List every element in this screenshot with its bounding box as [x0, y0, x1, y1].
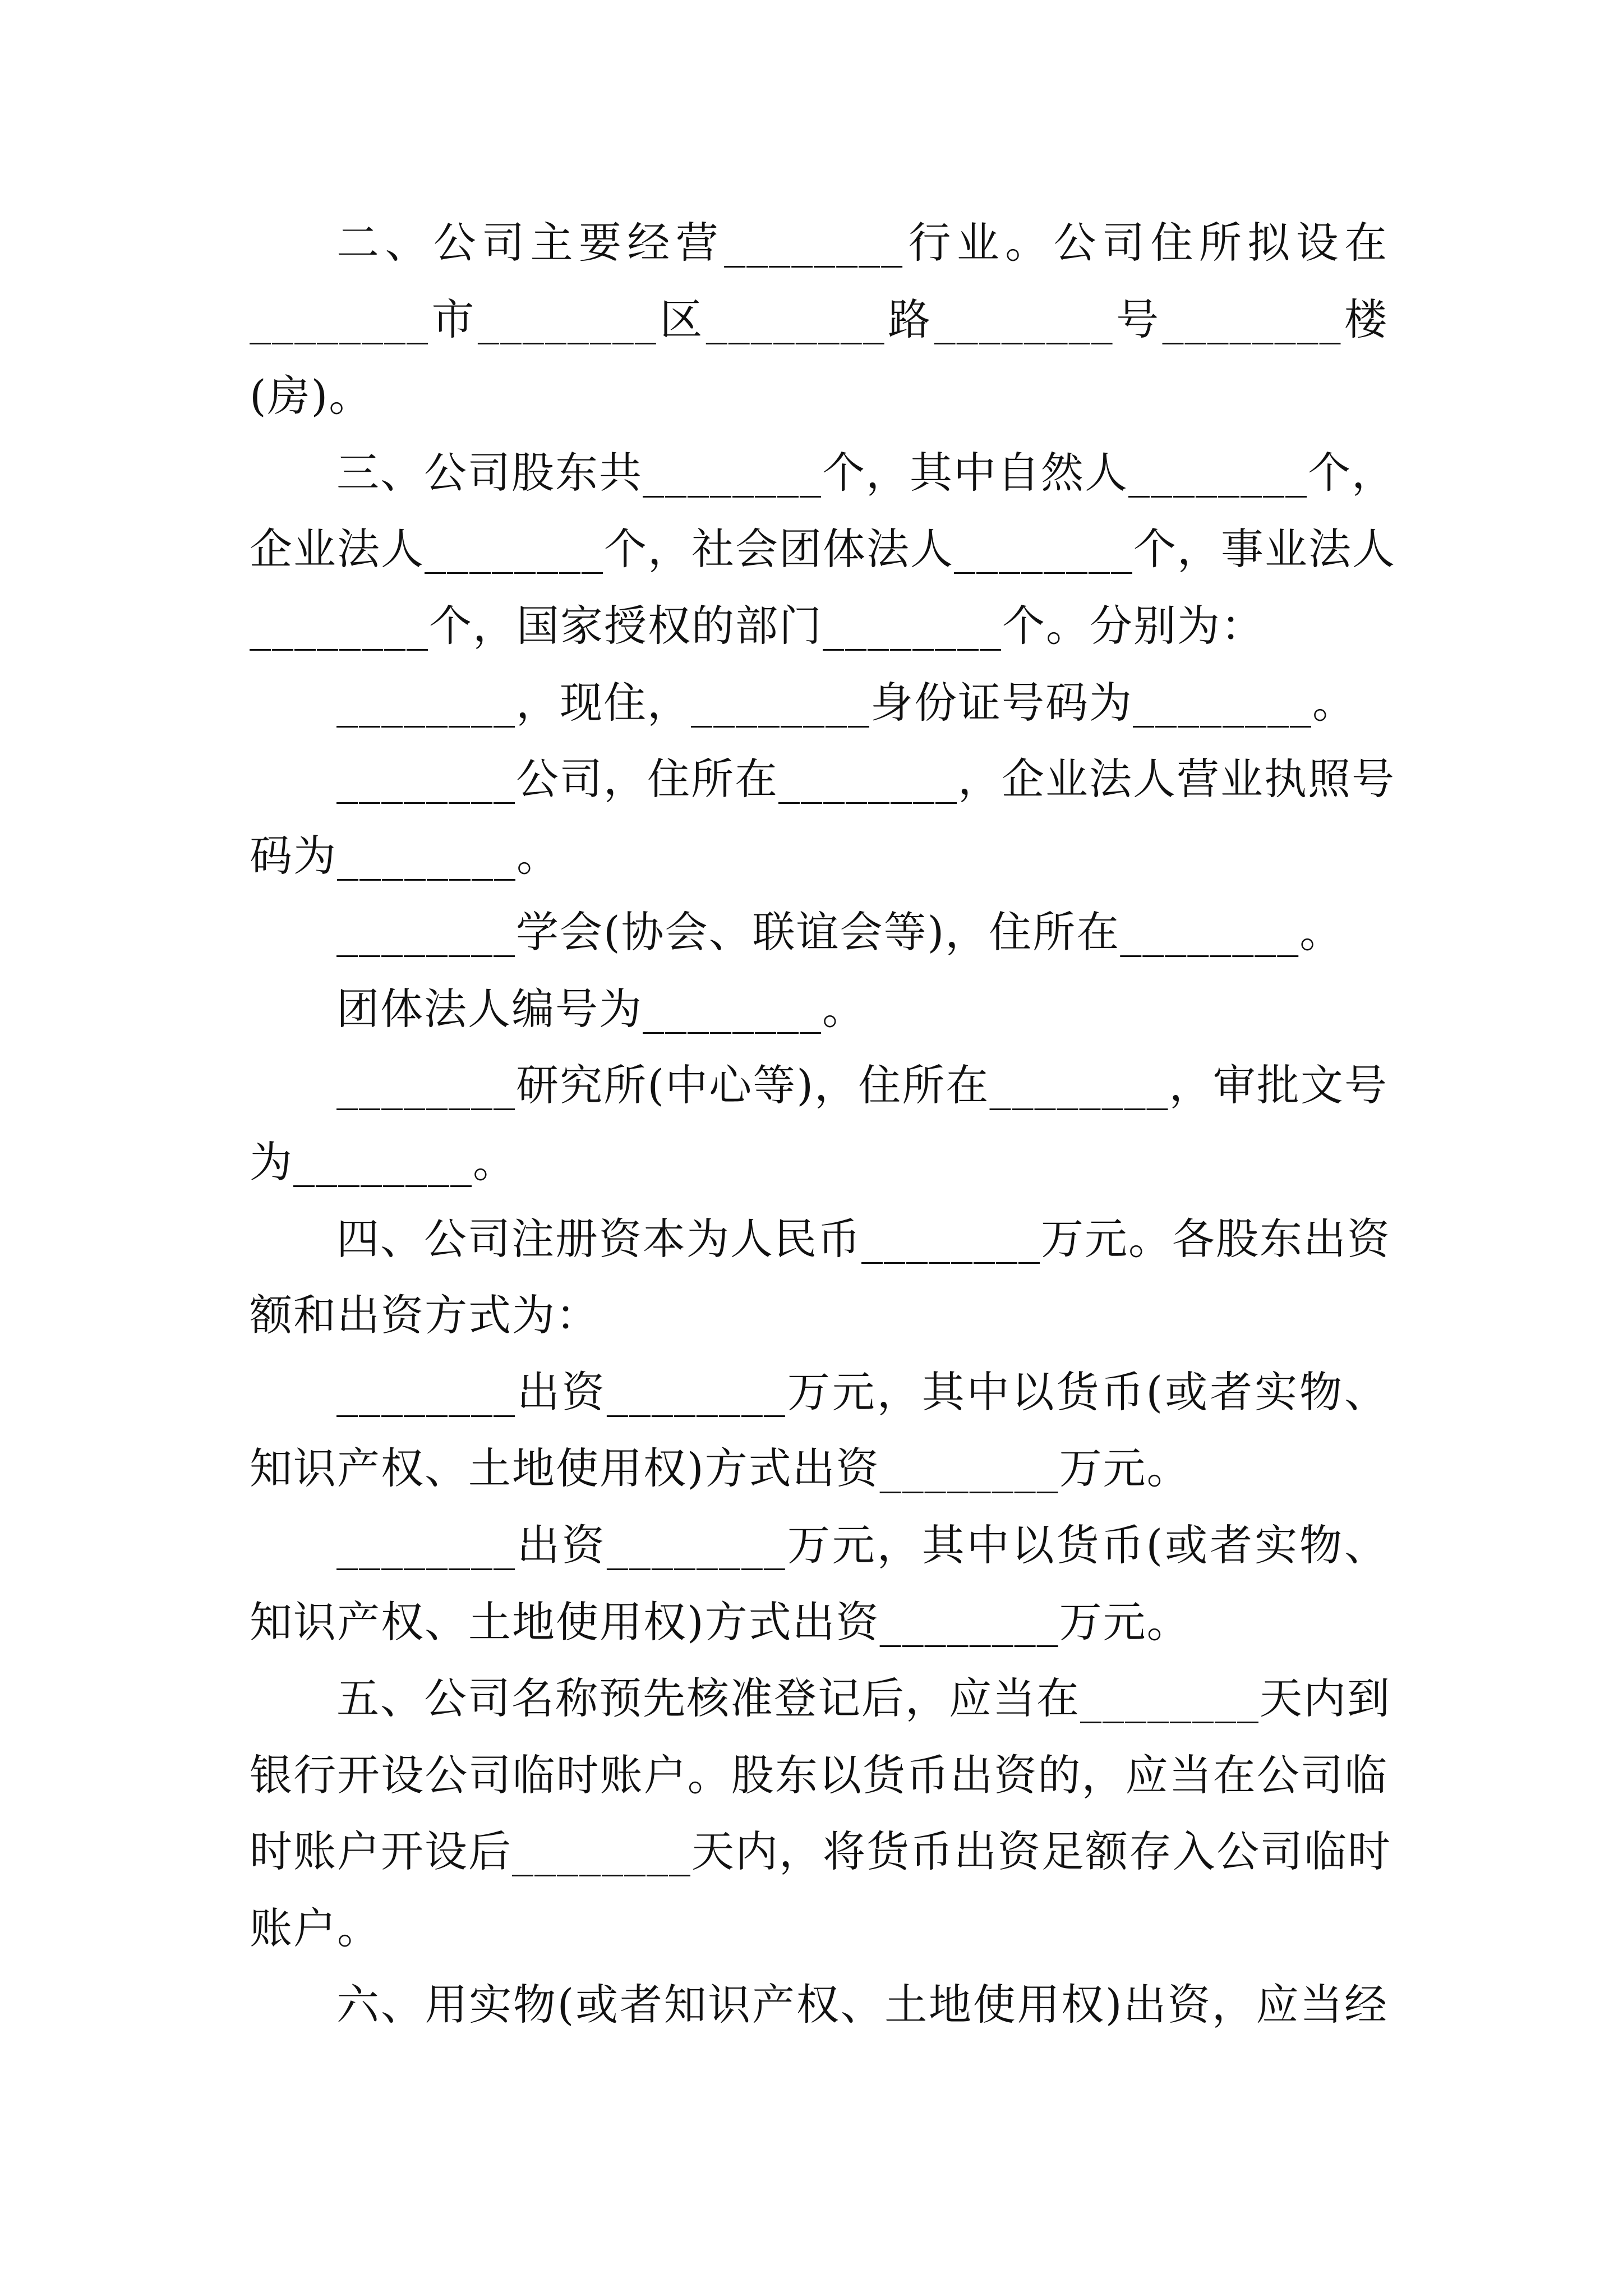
text-line-12: ________研究所(中心等)，住所在________，审批文号 [336, 1060, 1388, 1110]
text-line-3: (房)。 [250, 371, 373, 421]
text-line-10: ________学会(协会、联谊会等)，住所在________。 [336, 907, 1344, 957]
text-line-21: 银行开设公司临时账户。股东以货币出资的，应当在公司临 [250, 1750, 1388, 1800]
text-line-15: 额和出资方式为： [250, 1290, 600, 1340]
text-line-11: 团体法人编号为________。 [336, 984, 866, 1034]
text-line-1: 二、公司主要经营________行业。公司住所拟设在 [336, 218, 1388, 268]
text-line-22: 时账户开设后________天内，将货币出资足额存入公司临时 [250, 1826, 1391, 1876]
text-line-7: ________，现住，________身份证号码为________。 [336, 678, 1356, 728]
text-line-8: ________公司，住所在________，企业法人营业执照号 [336, 754, 1395, 804]
text-line-9: 码为________。 [250, 831, 560, 881]
text-line-20: 五、公司名称预先核准登记后，应当在________天内到 [336, 1673, 1391, 1723]
text-line-16: ________出资________万元，其中以货币(或者实物、 [336, 1367, 1388, 1417]
text-line-14: 四、公司注册资本为人民币________万元。各股东出资 [336, 1214, 1391, 1264]
text-line-5: 企业法人________个，社会团体法人________个，事业法人 [250, 524, 1396, 574]
text-line-13: 为________。 [250, 1137, 517, 1187]
text-line-6: ________个，国家授权的部门________个。分别为： [250, 601, 1265, 651]
text-line-23: 账户。 [250, 1903, 381, 1953]
text-line-4: 三、公司股东共________个，其中自然人________个， [336, 448, 1395, 498]
text-line-19: 知识产权、土地使用权)方式出资________万元。 [250, 1597, 1191, 1647]
text-line-18: ________出资________万元，其中以货币(或者实物、 [336, 1520, 1388, 1570]
text-line-17: 知识产权、土地使用权)方式出资________万元。 [250, 1443, 1191, 1493]
text-line-24: 六、用实物(或者知识产权、土地使用权)出资，应当经 [336, 1980, 1388, 2030]
text-line-2: ________市________区________路________号________楼 [250, 295, 1388, 344]
